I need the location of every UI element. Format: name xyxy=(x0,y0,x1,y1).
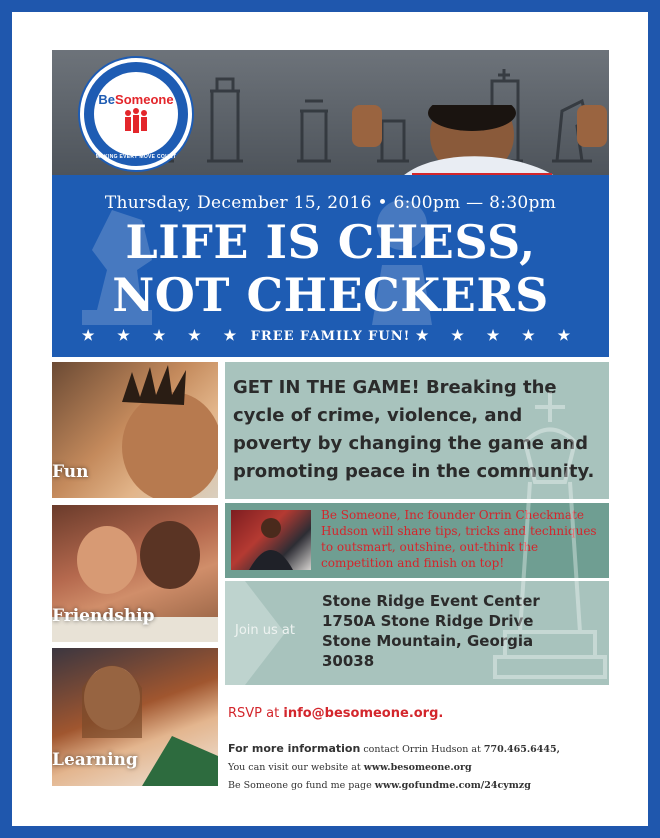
info-fund-text: Be Someone go fund me page xyxy=(228,780,372,791)
event-title-line2: NOT CHECKERS xyxy=(112,268,549,322)
venue-zip: 30038 xyxy=(322,652,375,670)
photo-learning xyxy=(52,648,218,786)
logo-word-be: Be xyxy=(98,92,116,107)
founder-description: Be Someone, Inc founder Orrin Checkmate Hudson will share tips, tricks and techniques to outsmart, outshine, out-think the competition and finish on top! xyxy=(321,508,597,570)
boy-thumbs-up-graphic xyxy=(352,105,609,175)
event-date-time: Thursday, December 15, 2016 • 6:00pm — 8:30pm xyxy=(104,193,557,213)
title-banner xyxy=(52,175,609,357)
photo-caption-fun: Fun xyxy=(52,462,89,482)
more-info-block xyxy=(228,740,608,795)
people-figures-icon xyxy=(120,108,152,138)
info-contact-text: contact Orrin Hudson at xyxy=(363,744,481,755)
event-subtitle: FREE FAMILY FUN! xyxy=(250,329,411,344)
speaker-graphic xyxy=(231,510,311,570)
photo-friendship xyxy=(52,505,218,642)
rsvp-label: RSVP at xyxy=(228,706,280,721)
venue-city: Stone Mountain, Georgia xyxy=(322,632,534,650)
logo-wordmark xyxy=(94,92,178,107)
stars-right: ★ ★ ★ ★ ★ xyxy=(415,328,580,344)
stars-left: ★ ★ ★ ★ ★ xyxy=(81,328,246,344)
info-lead: For more information xyxy=(228,742,361,755)
info-website-text: You can visit our website at xyxy=(228,762,361,773)
info-website-line xyxy=(228,759,608,777)
logo-inner-circle xyxy=(94,72,178,156)
info-contact-line xyxy=(228,740,608,759)
rsvp-email-link[interactable]: info@besomeone.org. xyxy=(283,706,444,721)
free-family-fun-line xyxy=(52,328,609,344)
photo-caption-friendship: Friendship xyxy=(52,606,155,626)
photo-caption-learning: Learning xyxy=(52,750,138,770)
king-watermark-icon xyxy=(490,382,610,682)
event-title-line1: LIFE IS CHESS, xyxy=(125,215,536,269)
info-fund-link[interactable]: www.gofundme.com/24cymzg xyxy=(374,780,531,791)
venue-name: Stone Ridge Event Center xyxy=(322,592,540,610)
photo-fun xyxy=(52,362,218,498)
rsvp-line xyxy=(228,706,443,721)
besomeone-logo xyxy=(80,58,192,170)
join-us-label: Join us at xyxy=(235,623,295,638)
info-fund-line xyxy=(228,777,608,795)
logo-tagline: MAKING EVERY MOVE COUNT xyxy=(95,154,177,160)
info-phone[interactable]: 770.465.6445, xyxy=(483,744,560,755)
mission-statement: GET IN THE GAME! Breaking the cycle of crime, violence, and poverty by changing the game and promoting peace in the community. xyxy=(233,377,595,482)
founder-photo xyxy=(231,510,311,570)
venue-street: 1750A Stone Ridge Drive xyxy=(322,612,534,630)
logo-word-someone: Someone xyxy=(115,92,174,107)
info-website-link[interactable]: www.besomeone.org xyxy=(363,762,472,773)
